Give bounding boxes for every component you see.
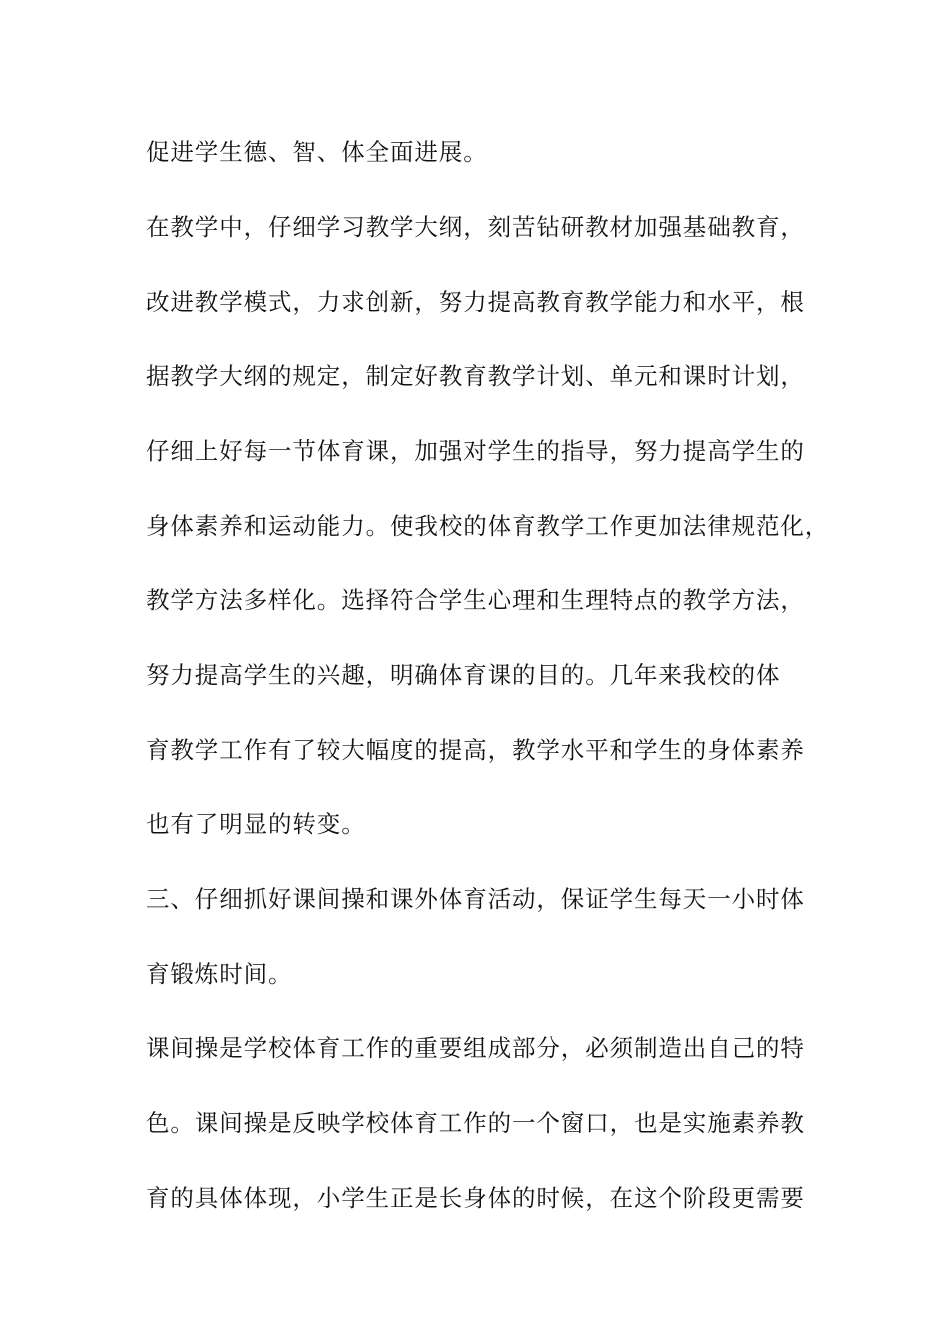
text-line: 努力提高学生的兴趣，明确体育课的目的。几年来我校的体 xyxy=(146,661,781,689)
text-line: 据教学大纲的规定，制定好教育教学计划、单元和课时计划， xyxy=(146,362,805,390)
section-heading: 三、仔细抓好课间操和课外体育活动，保证学生每天一小时体 xyxy=(146,885,805,913)
text-line: 课间操是学校体育工作的重要组成部分，必须制造出自己的特 xyxy=(146,1034,805,1062)
text-line: 育教学工作有了较大幅度的提高，教学水平和学生的身体素养 xyxy=(146,736,805,764)
text-line: 仔细上好每一节体育课，加强对学生的指导，努力提高学生的 xyxy=(146,437,805,465)
text-line: 身体素养和运动能力。使我校的体育教学工作更加法律规范化， xyxy=(146,512,830,540)
text-line: 促进学生德、智、体全面进展。 xyxy=(146,138,488,166)
text-line: 在教学中，仔细学习教学大纲，刻苦钻研教材加强基础教育， xyxy=(146,213,805,241)
text-line: 色。课间操是反映学校体育工作的一个窗口，也是实施素养教 xyxy=(146,1109,805,1137)
text-line: 改进教学模式，力求创新，努力提高教育教学能力和水平，根 xyxy=(146,288,805,316)
text-line: 育的具体体现，小学生正是长身体的时候，在这个阶段更需要 xyxy=(146,1184,805,1212)
section-heading-continued: 育锻炼时间。 xyxy=(146,960,293,988)
text-line: 教学方法多样化。选择符合学生心理和生理特点的教学方法， xyxy=(146,586,805,614)
text-line: 也有了明显的转变。 xyxy=(146,810,366,838)
